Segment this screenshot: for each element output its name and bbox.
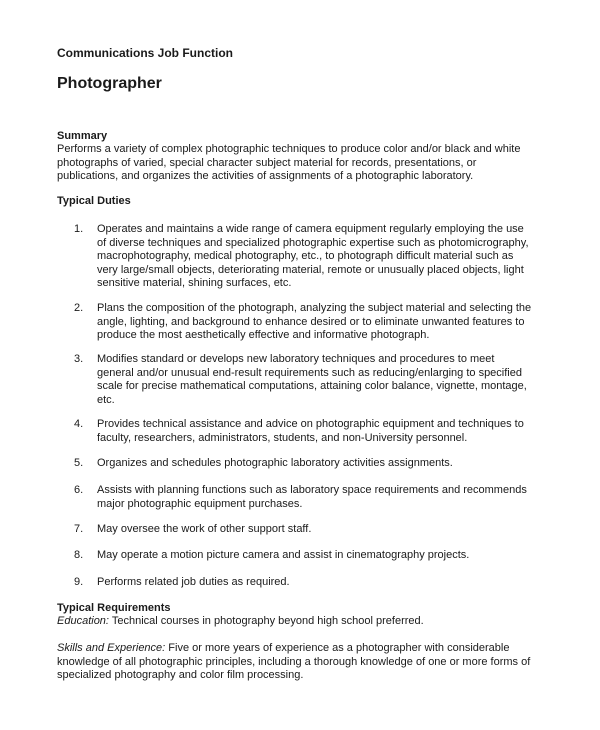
summary-text: Performs a variety of complex photographic techniques to produce color and/or black and white photographs of varied, special character subject material for records, presentations, or publications, and organizes the activities of assignments of a photographic laboratory. bbox=[57, 143, 521, 182]
duty-item: Plans the composition of the photograph, analyzing the subject material and selecting the angle, lighting, and background to enhance desired or to eliminate unwanted features to produce the most aesthetically effective and informative photograph. bbox=[97, 302, 532, 341]
duty-number: 3. bbox=[74, 353, 84, 365]
duty-number: 6. bbox=[74, 484, 84, 496]
skills-paragraph bbox=[57, 642, 557, 683]
duty-item: May oversee the work of other support staff. bbox=[97, 523, 312, 535]
requirements-heading: Typical Requirements bbox=[57, 602, 171, 614]
duty-number: 7. bbox=[74, 523, 84, 535]
duty-item: Modifies standard or develops new laboratory techniques and procedures to meet general and/or unusual end-result requirements such as reducing/enlarging to specified scale for precise mathematical computations, attaining color balance, vignette, montage, etc. bbox=[97, 353, 527, 406]
education-line bbox=[57, 615, 557, 629]
duty-item: Provides technical assistance and advice on photographic equipment and techniques to faculty, researchers, administrators, students, and non-University personnel. bbox=[97, 418, 524, 444]
requirements-section bbox=[57, 602, 557, 629]
duty-item: May operate a motion picture camera and assist in cinematography projects. bbox=[97, 549, 470, 561]
summary-heading: Summary bbox=[57, 130, 108, 142]
duty-item: Organizes and schedules photographic laboratory activities assignments. bbox=[97, 457, 453, 469]
job-title: Photographer bbox=[57, 75, 162, 92]
duties-section bbox=[57, 195, 557, 208]
education-label: Education: bbox=[57, 615, 109, 627]
skills-label: Skills and Experience: bbox=[57, 642, 166, 654]
duties-heading: Typical Duties bbox=[57, 195, 131, 207]
duty-item: Performs related job duties as required. bbox=[97, 576, 290, 588]
duty-number: 9. bbox=[74, 576, 84, 588]
department-label: Communications Job Function bbox=[57, 46, 233, 60]
duty-item: Operates and maintains a wide range of camera equipment regularly employing the use of diverse techniques and specialized photographic expertise such as photomicrography, macrophotography, medical photography, etc., to photograph difficult material such as very large/small objects, deteriorating material, remote or unusually placed objects, light sensitive material, shining surfaces, etc. bbox=[97, 223, 529, 289]
summary-section bbox=[57, 130, 557, 184]
duty-item: Assists with planning functions such as laboratory space requirements and recommends major photographic equipment purchases. bbox=[97, 484, 527, 510]
duty-number: 5. bbox=[74, 457, 84, 469]
duty-number: 2. bbox=[74, 302, 84, 314]
skills-text: Five or more years of experience as a photographer with considerable knowledge of all photographic principles, including a thorough knowledge of one or more forms of specialized photography and color film processing. bbox=[57, 642, 531, 681]
duty-number: 8. bbox=[74, 549, 84, 561]
education-text: Technical courses in photography beyond high school preferred. bbox=[108, 615, 424, 627]
duty-number: 4. bbox=[74, 418, 84, 430]
duty-number: 1. bbox=[74, 223, 84, 235]
